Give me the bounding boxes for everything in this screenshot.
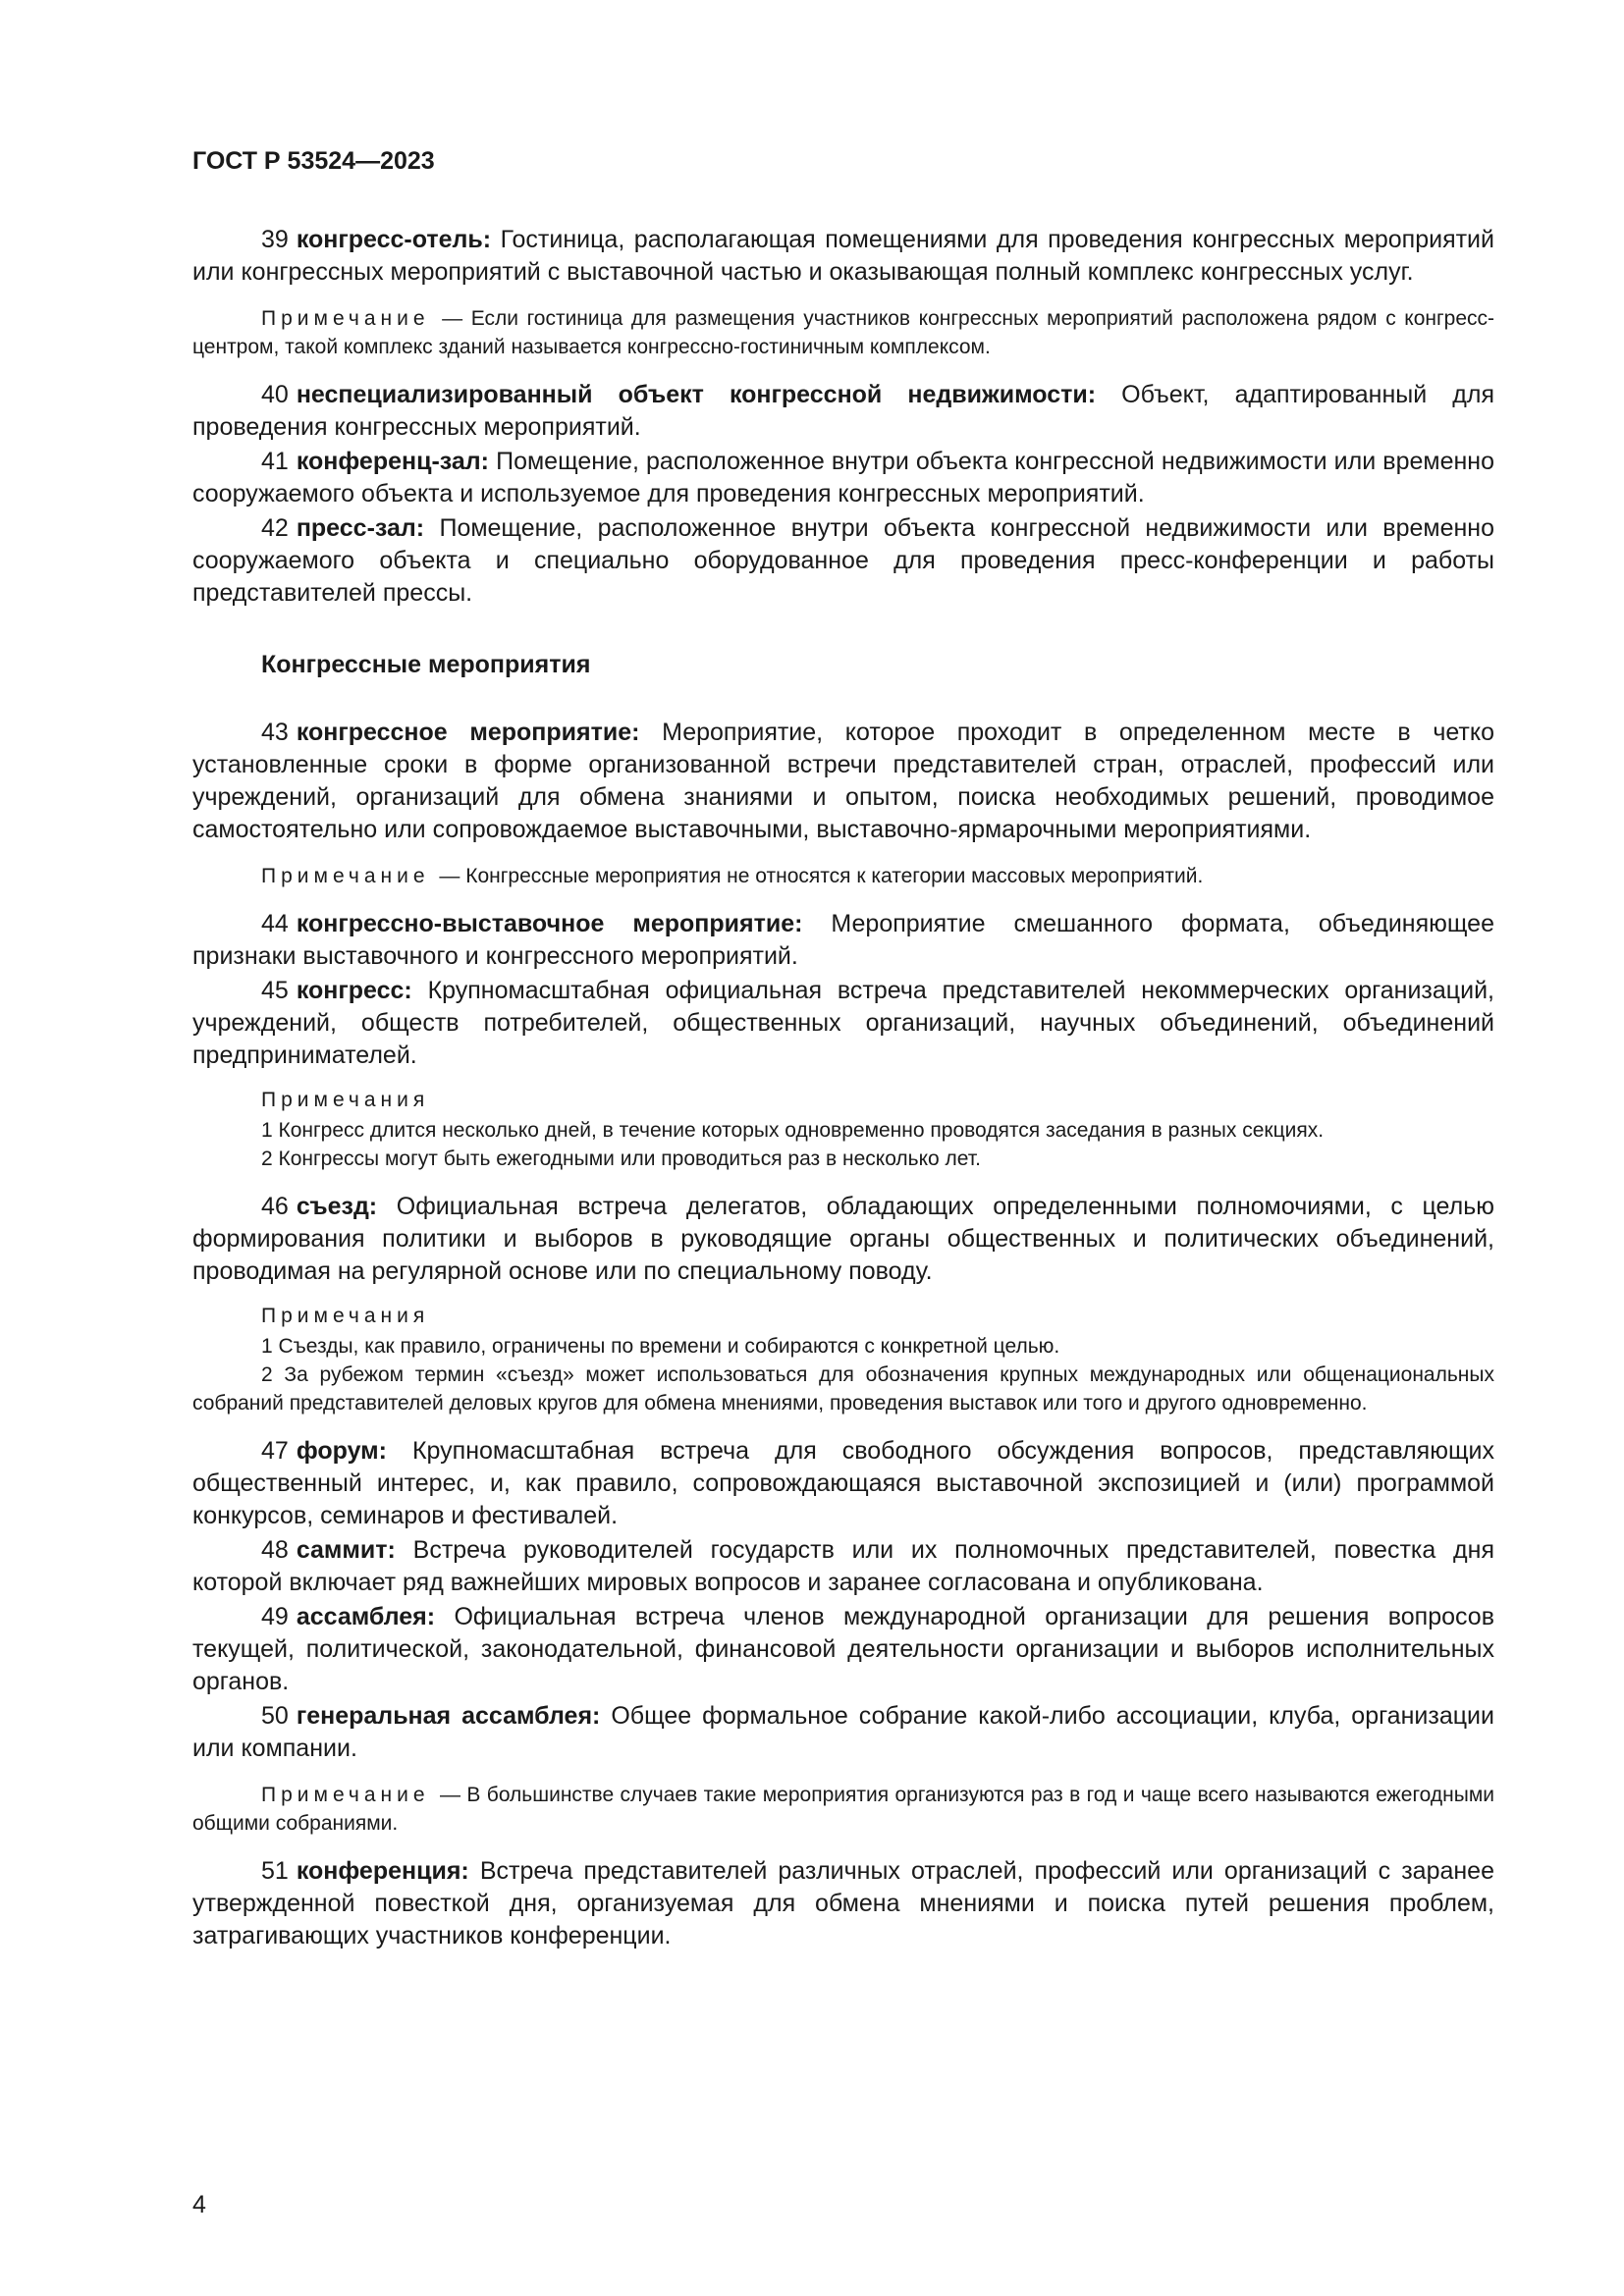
term-name: саммит: [296, 1536, 396, 1564]
note-label: Примечание [261, 1784, 430, 1806]
term-definition: Встреча представителей различных отраслей, профессий или организаций с заранее утвержденной повесткой дня, организуемая для обмена мнениями и поиска путей решения проблем, затрагивающих участников конференции. [192, 1857, 1494, 1949]
term-number: 40 [261, 381, 289, 408]
term-name: форум: [296, 1437, 387, 1465]
term-name: съезд: [296, 1193, 378, 1220]
term-entry-43 [192, 717, 1494, 846]
section-heading: Конгрессные мероприятия [261, 651, 591, 678]
term-entry-42 [192, 512, 1494, 610]
term-number: 46 [261, 1193, 289, 1220]
note-39 [192, 304, 1494, 361]
note-item: 1 Съезды, как правило, ограничены по времени и собираются с конкретной целью. [261, 1335, 1060, 1358]
term-entry-47 [192, 1435, 1494, 1532]
term-definition: Мероприятие смешанного формата, объединяющее признаки выставочного и конгрессного мероприятий. [192, 910, 1494, 970]
note-label: Примечание [261, 865, 430, 887]
note-item: 2 Конгрессы могут быть ежегодными или проводиться раз в несколько лет. [261, 1148, 981, 1170]
note-text: — Если гостиница для размещения участников конгрессных мероприятий расположена рядом с конгресс-центром, такой комплекс зданий называется конгрессно-гостиничным комплексом. [192, 307, 1494, 358]
term-number: 43 [261, 719, 289, 746]
term-definition: Встреча руководителей государств или их полномочных представителей, повестка дня которой включает ряд важнейших мировых вопросов и заранее согласована и опубликована. [192, 1536, 1494, 1596]
page-number: 4 [192, 2191, 206, 2218]
term-definition: Мероприятие, которое проходит в определенном месте в четко установленные сроки в форме организованной встречи представителей стран, отраслей, профессий или учреждений, организаций для обмена знаниями и опытом, поиска необходимых решений, проводимое самостоятельно или сопровождаемое выставочными, выставочно-ярмарочными мероприятиями. [192, 719, 1494, 843]
term-definition: Общее формальное собрание какой-либо ассоциации, клуба, организации или компании. [192, 1702, 1494, 1762]
term-number: 41 [261, 448, 289, 475]
term-number: 39 [261, 226, 289, 253]
note-text: — Конгрессные мероприятия не относятся к категории массовых мероприятий. [439, 865, 1204, 887]
notes-45 [192, 1086, 1494, 1173]
term-number: 49 [261, 1603, 289, 1630]
term-number: 42 [261, 514, 289, 542]
note-43 [192, 862, 1494, 890]
term-name: неспециализированный объект конгрессной недвижимости: [296, 381, 1097, 408]
term-name: ассамблея: [296, 1603, 436, 1630]
term-entry-49 [192, 1601, 1494, 1698]
term-definition: Помещение, расположенное внутри объекта конгрессной недвижимости или временно сооружаемого объекта и специально оборудованное для проведения пресс-конференции и работы представителей прессы. [192, 514, 1494, 607]
term-name: конгрессно-выставочное мероприятие: [296, 910, 803, 937]
term-name: конгрессное мероприятие: [296, 719, 640, 746]
term-number: 50 [261, 1702, 289, 1730]
term-entry-48 [192, 1534, 1494, 1599]
term-number: 44 [261, 910, 289, 937]
term-definition: Гостиница, располагающая помещениями для проведения конгрессных мероприятий или конгрессных мероприятий с выставочной частью и оказывающая полный комплекс конгрессных услуг. [192, 226, 1494, 286]
term-name: конференция: [296, 1857, 469, 1885]
note-50 [192, 1781, 1494, 1838]
term-entry-41 [192, 446, 1494, 510]
notes-46 [192, 1302, 1494, 1417]
term-name: конференц-зал: [296, 448, 489, 475]
note-item: 1 Конгресс длится несколько дней, в течение которых одновременно проводятся заседания в разных секциях. [261, 1119, 1325, 1142]
term-definition: Официальная встреча делегатов, обладающих определенными полномочиями, с целью формирования политики и выборов в руководящие органы общественных и политических объединений, проводимая на регулярной основе или по специальному поводу. [192, 1193, 1494, 1285]
term-entry-44 [192, 908, 1494, 973]
term-definition: Объект, адаптированный для проведения конгрессных мероприятий. [192, 381, 1494, 441]
term-number: 45 [261, 977, 289, 1004]
term-entry-46 [192, 1191, 1494, 1288]
term-name: конгресс-отель: [296, 226, 492, 253]
note-text: — В большинстве случаев такие мероприятия организуются раз в год и чаще всего называются ежегодными общими собраниями. [192, 1784, 1494, 1835]
term-number: 51 [261, 1857, 289, 1885]
term-entry-39 [192, 224, 1494, 289]
term-name: конгресс: [296, 977, 412, 1004]
term-name: пресс-зал: [296, 514, 425, 542]
note-label: Примечание [261, 307, 430, 330]
term-number: 48 [261, 1536, 289, 1564]
document-header: ГОСТ Р 53524—2023 [192, 147, 435, 175]
term-entry-45 [192, 975, 1494, 1072]
note-item: 2 За рубежом термин «съезд» может использоваться для обозначения крупных международных или общенациональных собраний представителей деловых кругов для обмена мнениями, проведения выставок или того и другого одновременно. [192, 1363, 1494, 1415]
term-definition: Помещение, расположенное внутри объекта конгрессной недвижимости или временно сооружаемого объекта и используемое для проведения конгрессных мероприятий. [192, 448, 1495, 507]
term-name: генеральная ассамблея: [296, 1702, 601, 1730]
term-definition: Официальная встреча членов международной организации для решения вопросов текущей, политической, законодательной, финансовой деятельности организации и выборов исполнительных органов. [192, 1603, 1494, 1695]
term-entry-51 [192, 1855, 1494, 1952]
document-body [192, 224, 1494, 1952]
term-definition: Крупномасштабная официальная встреча представителей некоммерческих организаций, учреждений, обществ потребителей, общественных организаций, научных объединений, объединений предпринимателей. [192, 977, 1494, 1069]
notes-title: Примечания [261, 1305, 430, 1327]
notes-title: Примечания [261, 1089, 430, 1111]
term-number: 47 [261, 1437, 289, 1465]
term-entry-40 [192, 379, 1494, 444]
term-definition: Крупномасштабная встреча для свободного обсуждения вопросов, представляющих общественный интерес, и, как правило, сопровождающаяся выставочной экспозицией и (или) программой конкурсов, семинаров и фестивалей. [192, 1437, 1495, 1529]
term-entry-50 [192, 1700, 1494, 1765]
